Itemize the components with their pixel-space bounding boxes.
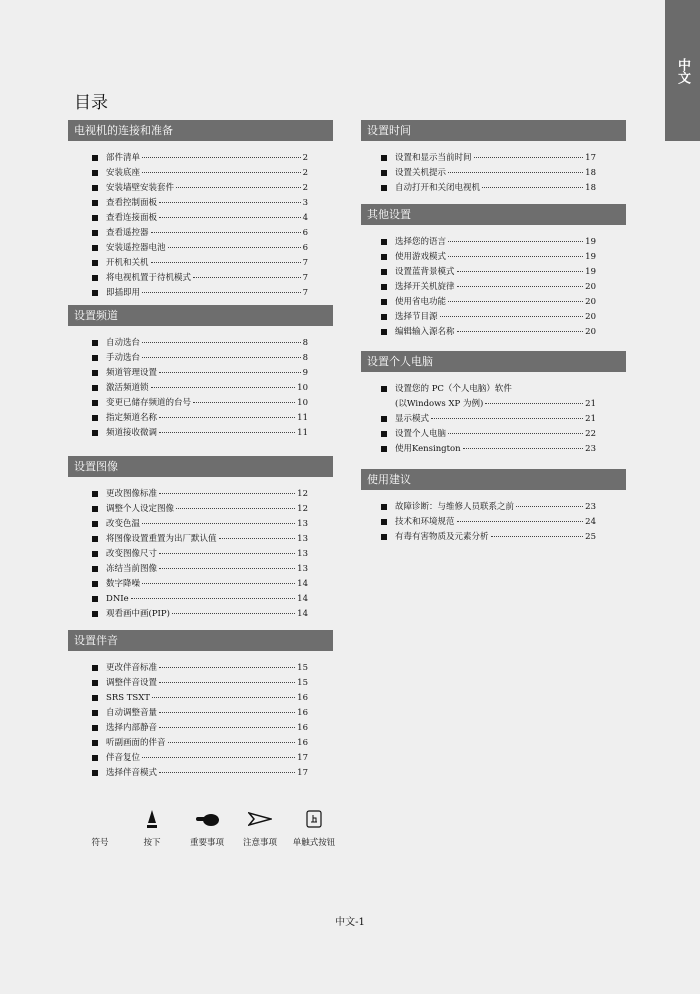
toc-item-label: 频道管理设置	[106, 368, 158, 378]
toc-item-label: 查看遥控器	[106, 228, 149, 238]
toc-item[interactable]	[92, 736, 308, 751]
toc-item-label: 激活频道锁	[106, 383, 149, 393]
leader-dots	[151, 387, 296, 388]
toc-item-label: 选择节目源	[395, 312, 438, 322]
toc-item[interactable]	[381, 530, 596, 545]
toc-item[interactable]	[92, 336, 308, 351]
leader-dots	[176, 508, 295, 509]
legend-note	[238, 808, 282, 848]
toc-item[interactable]	[92, 366, 308, 381]
leader-dots	[142, 583, 295, 584]
toc-list	[381, 141, 596, 196]
leader-dots	[142, 523, 295, 524]
toc-item-page: 15	[297, 663, 308, 673]
toc-item-label: 更改伴音标准	[106, 663, 158, 673]
toc-item-label: 手动选台	[106, 353, 141, 363]
toc-item-label: 更改图像标准	[106, 489, 158, 499]
toc-item[interactable]	[92, 592, 308, 607]
toc-item-page: 3	[302, 198, 308, 208]
toc-item-label: 设置个人电脑	[395, 429, 447, 439]
toc-item[interactable]	[92, 487, 308, 502]
leader-dots	[448, 256, 583, 257]
leader-dots	[219, 538, 296, 539]
toc-item-label: 即插即用	[106, 288, 141, 298]
toc-list	[92, 326, 308, 441]
section-heading: 设置时间	[361, 120, 626, 141]
toc-item-label: 安装墙壁安装套件	[106, 183, 175, 193]
toc-item[interactable]	[381, 235, 596, 250]
toc-list	[92, 477, 308, 622]
leader-dots	[159, 682, 295, 683]
toc-item-label: 技术和环境规范	[395, 517, 455, 527]
toc-item[interactable]	[92, 351, 308, 366]
leader-dots	[159, 202, 301, 203]
toc-item-label: 自动选台	[106, 338, 141, 348]
leader-dots	[159, 417, 295, 418]
toc-item-label: 伴音复位	[106, 753, 141, 763]
leader-dots	[159, 727, 295, 728]
toc-item[interactable]	[92, 286, 308, 301]
legend-press	[132, 808, 172, 848]
page-title: 目录	[74, 93, 108, 113]
section-heading: 设置个人电脑	[361, 351, 626, 372]
leader-dots	[159, 712, 295, 713]
toc-item-label: 将电视机置于待机模式	[106, 273, 192, 283]
section-heading: 设置图像	[68, 456, 333, 477]
toc-item-page: 20	[585, 327, 596, 337]
toc-item-label: 改变图像尺寸	[106, 549, 158, 559]
toc-item[interactable]	[381, 427, 596, 442]
leader-dots	[159, 553, 295, 554]
leader-dots	[142, 292, 301, 293]
leader-dots	[172, 613, 295, 614]
section-heading: 电视机的连接和准备	[68, 120, 333, 141]
toc-item-label: 设置关机提示	[395, 168, 447, 178]
toc-item-label: SRS TSXT	[106, 693, 150, 703]
toc-item[interactable]	[92, 691, 308, 706]
toc-item-label: 查看连接面板	[106, 213, 158, 223]
legend-label: 单触式按钮	[292, 838, 336, 848]
legend-label: 重要事项	[189, 838, 224, 848]
toc-item[interactable]	[381, 166, 596, 181]
leader-dots	[457, 331, 584, 332]
toc-item-page: 2	[302, 183, 308, 193]
toc-item[interactable]	[92, 562, 308, 577]
legend-label: 注意事项	[242, 838, 277, 848]
toc-item-page: 13	[297, 519, 308, 529]
toc-item[interactable]	[92, 547, 308, 562]
section-picture	[68, 456, 333, 622]
toc-item-page: 11	[297, 428, 308, 438]
leader-dots	[457, 271, 584, 272]
toc-item[interactable]	[92, 196, 308, 211]
leader-dots	[151, 262, 301, 263]
toc-item-page: 17	[585, 153, 596, 163]
toc-item-page: 7	[302, 258, 308, 268]
toc-item-label: 使用Kensington	[395, 444, 461, 454]
toc-item-page: 14	[297, 609, 308, 619]
toc-item[interactable]	[381, 280, 596, 295]
toc-item-page: 11	[297, 413, 308, 423]
toc-item[interactable]	[92, 181, 308, 196]
toc-item-page: 25	[585, 532, 596, 542]
toc-item-label: 显示模式	[395, 414, 430, 424]
toc-item[interactable]	[92, 532, 308, 547]
toc-item-page: 15	[297, 678, 308, 688]
leader-dots	[142, 357, 301, 358]
toc-item-page: 20	[585, 282, 596, 292]
toc-item-page: 14	[297, 594, 308, 604]
leader-dots	[176, 187, 301, 188]
toc-item[interactable]	[92, 766, 308, 781]
toc-item-label: 选择伴音模式	[106, 768, 158, 778]
toc-item[interactable]	[92, 502, 308, 517]
toc-item-label: 选择您的语言	[395, 237, 447, 247]
leader-dots	[159, 568, 295, 569]
toc-item[interactable]	[92, 226, 308, 241]
toc-item[interactable]	[92, 241, 308, 256]
toc-item-page: 13	[297, 564, 308, 574]
toc-item-page: 19	[585, 237, 596, 247]
leader-dots	[448, 301, 583, 302]
toc-item[interactable]	[381, 515, 596, 530]
toc-item[interactable]	[381, 181, 596, 196]
legend-symbol	[80, 808, 120, 848]
toc-item[interactable]	[92, 676, 308, 691]
toc-item[interactable]	[92, 396, 308, 411]
leader-dots	[457, 286, 584, 287]
toc-item-label: 故障诊断：与维修人员联系之前	[395, 502, 515, 512]
toc-item-page: 16	[297, 723, 308, 733]
toc-list	[92, 651, 308, 781]
page-number: 中文-1	[335, 917, 365, 928]
toc-item-page: 24	[585, 517, 596, 527]
leader-dots	[491, 536, 584, 537]
toc-item[interactable]	[92, 151, 308, 166]
toc-item-page: 23	[585, 502, 596, 512]
leader-dots	[448, 241, 583, 242]
leader-dots	[431, 418, 583, 419]
toc-item-label: 频道接收微调	[106, 428, 158, 438]
leader-dots	[142, 757, 295, 758]
leader-dots	[159, 217, 301, 218]
section-heading: 设置频道	[68, 305, 333, 326]
toc-item-label: 设置和显示当前时间	[395, 153, 472, 163]
toc-item-label: 数字降噪	[106, 579, 141, 589]
toc-item-page: 20	[585, 312, 596, 322]
toc-item-label: 使用游戏模式	[395, 252, 447, 262]
toc-item-label-cont: (以Windows XP 为例)	[395, 399, 484, 409]
toc-item-page: 4	[302, 213, 308, 223]
toc-item-label: 使用省电功能	[395, 297, 447, 307]
toc-item[interactable]	[381, 151, 596, 166]
section-other	[361, 204, 626, 340]
toc-item-label: 部件清单	[106, 153, 141, 163]
toc-item-page: 10	[297, 383, 308, 393]
leader-dots	[482, 187, 583, 188]
toc-list	[381, 225, 596, 340]
section-tips	[361, 469, 626, 545]
toc-item-page: 16	[297, 708, 308, 718]
leader-dots	[151, 232, 301, 233]
toc-item-label: 听副画面的伴音	[106, 738, 166, 748]
toc-item-label: 有毒有害物质及元素分析	[395, 532, 489, 542]
toc-list	[381, 372, 596, 457]
toc-item[interactable]	[92, 411, 308, 426]
toc-item-label: 变更已储存频道的台号	[106, 398, 192, 408]
toc-item-label: 调整个人设定图像	[106, 504, 175, 514]
leader-dots	[142, 172, 301, 173]
section-heading: 其他设置	[361, 204, 626, 225]
leader-dots	[152, 697, 295, 698]
toc-item[interactable]	[92, 166, 308, 181]
section-heading: 设置伴音	[68, 630, 333, 651]
toc-item[interactable]	[92, 517, 308, 532]
toc-item-label: 自动调整音量	[106, 708, 158, 718]
toc-item-label: 设置蓝背景模式	[395, 267, 455, 277]
leader-dots	[474, 157, 584, 158]
toc-item-label: 冻结当前图像	[106, 564, 158, 574]
toc-item-page: 18	[585, 183, 596, 193]
toc-item-label: 改变色温	[106, 519, 141, 529]
leader-dots	[168, 742, 296, 743]
toc-item-page: 17	[297, 753, 308, 763]
toc-item-page: 6	[302, 228, 308, 238]
legend-label: 按下	[143, 838, 161, 848]
section-heading: 使用建议	[361, 469, 626, 490]
leader-dots	[463, 448, 584, 449]
leader-dots	[159, 493, 295, 494]
toc-item[interactable]	[92, 751, 308, 766]
toc-item-page: 8	[302, 338, 308, 348]
toc-item-label: 编辑输入源名称	[395, 327, 455, 337]
toc-item-page: 20	[585, 297, 596, 307]
toc-item-page: 22	[585, 429, 596, 439]
toc-item-page: 21	[585, 414, 596, 424]
arrow-note-icon	[238, 808, 282, 830]
toc-item-page: 8	[302, 353, 308, 363]
toc-item-page: 7	[302, 273, 308, 283]
toc-item-page: 2	[302, 153, 308, 163]
toc-item[interactable]	[92, 706, 308, 721]
leader-dots	[168, 247, 301, 248]
toc-item-label: 调整伴音设置	[106, 678, 158, 688]
leader-dots	[193, 277, 301, 278]
section-sound	[68, 630, 333, 781]
toc-item[interactable]	[381, 500, 596, 515]
toc-item-label: 选择内部静音	[106, 723, 158, 733]
toc-item[interactable]	[381, 382, 596, 412]
legend-label: 符号	[91, 838, 109, 848]
toc-item-page: 12	[297, 504, 308, 514]
toc-item-label: 观看画中画(PIP)	[106, 609, 170, 619]
toc-item[interactable]	[92, 211, 308, 226]
toc-item[interactable]	[92, 426, 308, 441]
leader-dots	[159, 667, 295, 668]
toc-item-page: 10	[297, 398, 308, 408]
toc-item[interactable]	[92, 661, 308, 676]
toc-item[interactable]	[381, 442, 596, 457]
toc-item[interactable]	[92, 271, 308, 286]
toc-item-page: 14	[297, 579, 308, 589]
leader-dots	[159, 372, 301, 373]
section-connect-prepare	[68, 120, 333, 301]
leader-dots	[142, 342, 301, 343]
leader-dots	[193, 402, 295, 403]
legend-important	[185, 808, 229, 848]
toc-item-page: 19	[585, 267, 596, 277]
toc-item-page: 18	[585, 168, 596, 178]
toc-item-label: 自动打开和关闭电视机	[395, 183, 481, 193]
toc-item-label: DNIe	[106, 594, 129, 604]
toc-item-label: 设置您的 PC（个人电脑）软件	[395, 384, 512, 394]
press-icon	[132, 808, 172, 830]
toc-item[interactable]	[92, 256, 308, 271]
language-tab	[665, 0, 700, 141]
leader-dots	[448, 172, 583, 173]
toc-item[interactable]	[92, 721, 308, 736]
toc-item[interactable]	[381, 250, 596, 265]
toc-item-page: 19	[585, 252, 596, 262]
toc-item[interactable]	[381, 265, 596, 280]
legend-one-touch	[288, 808, 340, 848]
leader-dots	[142, 157, 301, 158]
toc-item[interactable]	[381, 310, 596, 325]
toc-item[interactable]	[381, 325, 596, 340]
toc-item-label: 将图像设置重置为出厂默认值	[106, 534, 217, 544]
section-pc	[361, 351, 626, 457]
toc-item-page: 16	[297, 738, 308, 748]
one-touch-button-icon	[288, 808, 340, 830]
toc-item-page: 23	[585, 444, 596, 454]
toc-list	[381, 490, 596, 545]
toc-item-page: 13	[297, 534, 308, 544]
toc-item-label: 查看控制面板	[106, 198, 158, 208]
toc-item[interactable]	[381, 412, 596, 427]
toc-item-page: 9	[302, 368, 308, 378]
leader-dots	[440, 316, 584, 317]
toc-item-page: 16	[297, 693, 308, 703]
toc-item-page: 21	[585, 399, 596, 409]
toc-item-page: 6	[302, 243, 308, 253]
toc-item[interactable]	[381, 295, 596, 310]
leader-dots	[457, 521, 584, 522]
leader-dots	[159, 772, 295, 773]
pointing-hand-icon	[185, 808, 229, 830]
toc-item[interactable]	[92, 381, 308, 396]
leader-dots	[159, 432, 295, 433]
toc-item-label: 安装遥控器电池	[106, 243, 166, 253]
leader-dots	[131, 598, 296, 599]
toc-item-page: 7	[302, 288, 308, 298]
toc-item-label: 安装底座	[106, 168, 141, 178]
toc-item-page: 12	[297, 489, 308, 499]
toc-item-label: 开机和关机	[106, 258, 149, 268]
section-channels	[68, 305, 333, 441]
leader-dots	[516, 506, 583, 507]
toc-item-page: 13	[297, 549, 308, 559]
leader-dots	[448, 433, 583, 434]
toc-item[interactable]	[92, 607, 308, 622]
language-tab-label: 中文	[675, 58, 690, 84]
toc-item-label: 指定频道名称	[106, 413, 158, 423]
section-time	[361, 120, 626, 196]
toc-list	[92, 141, 308, 301]
toc-item-page: 2	[302, 168, 308, 178]
toc-item-label: 选择开关机旋律	[395, 282, 455, 292]
toc-item[interactable]	[92, 577, 308, 592]
toc-item-page: 17	[297, 768, 308, 778]
